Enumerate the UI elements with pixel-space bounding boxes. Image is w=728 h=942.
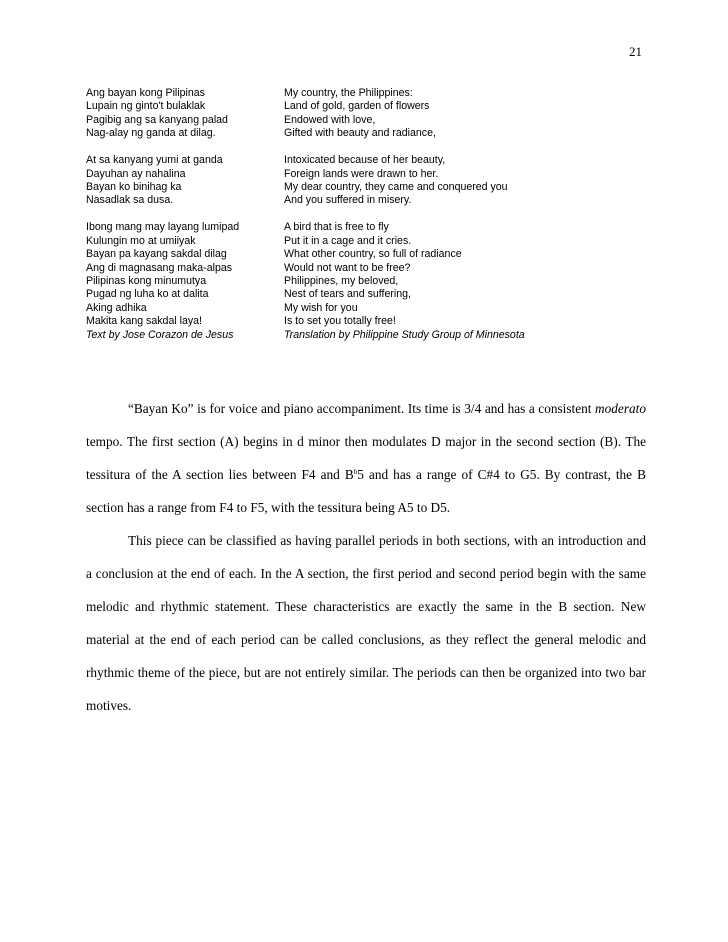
- english-line: What other country, so full of radiance: [284, 248, 462, 261]
- english-line: Intoxicated because of her beauty,: [284, 154, 446, 167]
- flat-superscript: b: [353, 468, 358, 476]
- paragraph-1: [86, 392, 646, 524]
- tagalog-line: Nag-alay ng ganda at dilag.: [86, 127, 216, 140]
- paragraph-1-text: “Bayan Ko” is for voice and piano accompaniment. Its time is 3/4 and has a consistent: [128, 401, 596, 416]
- english-line: Put it in a cage and it cries.: [284, 234, 412, 247]
- english-line: Is to set you totally free!: [284, 315, 396, 328]
- tagalog-line: Ang bayan kong Pilipinas: [86, 87, 205, 99]
- body-text: [86, 392, 646, 722]
- tagalog-line: Dayuhan ay nahalina: [86, 167, 186, 180]
- english-line: Land of gold, garden of flowers: [284, 100, 430, 113]
- stanza-3: [86, 221, 646, 342]
- tagalog-line: Pilipinas kong minumutya: [86, 275, 207, 288]
- tagalog-line: Pugad ng luha ko at dalita: [86, 288, 209, 301]
- english-line: A bird that is free to fly: [284, 221, 389, 234]
- poem-lyrics: [86, 87, 646, 356]
- english-line: My dear country, they came and conquered you: [284, 181, 508, 194]
- tagalog-column: [86, 221, 284, 342]
- english-line: Would not want to be free?: [284, 261, 411, 274]
- tagalog-line: Ang di magnasang maka-alpas: [86, 261, 233, 274]
- translation-credit: Translation by Philippine Study Group of Minnesota: [284, 328, 525, 341]
- paragraph-2: This piece can be classified as having parallel periods in both sections, with an introduction and a conclusion at the end of each. In the A section, the first period and second period begin with the same melodic and rhythmic statement. These characteristics are exactly the same in the B section. New material at the end of each period can be called conclusions, as they reflect the general melodic and rhythmic theme of the piece, but are not entirely similar. The periods can then be organized into two bar motives.: [86, 533, 646, 713]
- english-line: Endowed with love,: [284, 113, 376, 126]
- stanza-1: [86, 87, 646, 141]
- english-line: My country, the Philippines:: [284, 87, 413, 99]
- tagalog-line: Ibong mang may layang lumipad: [86, 221, 240, 234]
- english-line: And you suffered in misery.: [284, 194, 412, 207]
- tagalog-line: At sa kanyang yumi at ganda: [86, 154, 223, 167]
- english-line: Gifted with beauty and radiance,: [284, 127, 436, 140]
- tagalog-line: Makita kang sakdal laya!: [86, 315, 203, 328]
- english-line: Nest of tears and suffering,: [284, 288, 412, 301]
- tagalog-line: Kulungin mo at umiiyak: [86, 234, 196, 247]
- paragraph-1-text: 5 and has a range of C#4 to G5. By contrast, the B section has a range from F4 to F5, with the tessitura being A5 to D5.: [86, 467, 646, 515]
- tagalog-line: Pagibig ang sa kanyang palad: [86, 113, 228, 126]
- english-column: [284, 87, 646, 141]
- tagalog-line: Aking adhika: [86, 301, 147, 314]
- paragraph-1-text: tempo. The first section (A) begins in d minor then modulates D major in the second section (B). The tessitura of the A section lies between F4 and B: [86, 434, 646, 482]
- tempo-term: moderato: [595, 401, 646, 416]
- page-number: 21: [629, 44, 642, 59]
- tagalog-line: Bayan ko binihag ka: [86, 181, 182, 194]
- english-line: Foreign lands were drawn to her.: [284, 167, 439, 180]
- tagalog-line: Nasadlak sa dusa.: [86, 194, 174, 207]
- english-column: [284, 221, 646, 342]
- english-line: Philippines, my beloved,: [284, 275, 399, 288]
- tagalog-line: Lupain ng ginto't bulaklak: [86, 100, 206, 113]
- tagalog-line: Bayan pa kayang sakdal dilag: [86, 248, 227, 261]
- stanza-2: [86, 154, 646, 208]
- english-line: My wish for you: [284, 301, 358, 314]
- tagalog-column: [86, 154, 284, 208]
- english-column: [284, 154, 646, 208]
- tagalog-column: [86, 87, 284, 141]
- lyricist-credit: Text by Jose Corazon de Jesus: [86, 328, 234, 341]
